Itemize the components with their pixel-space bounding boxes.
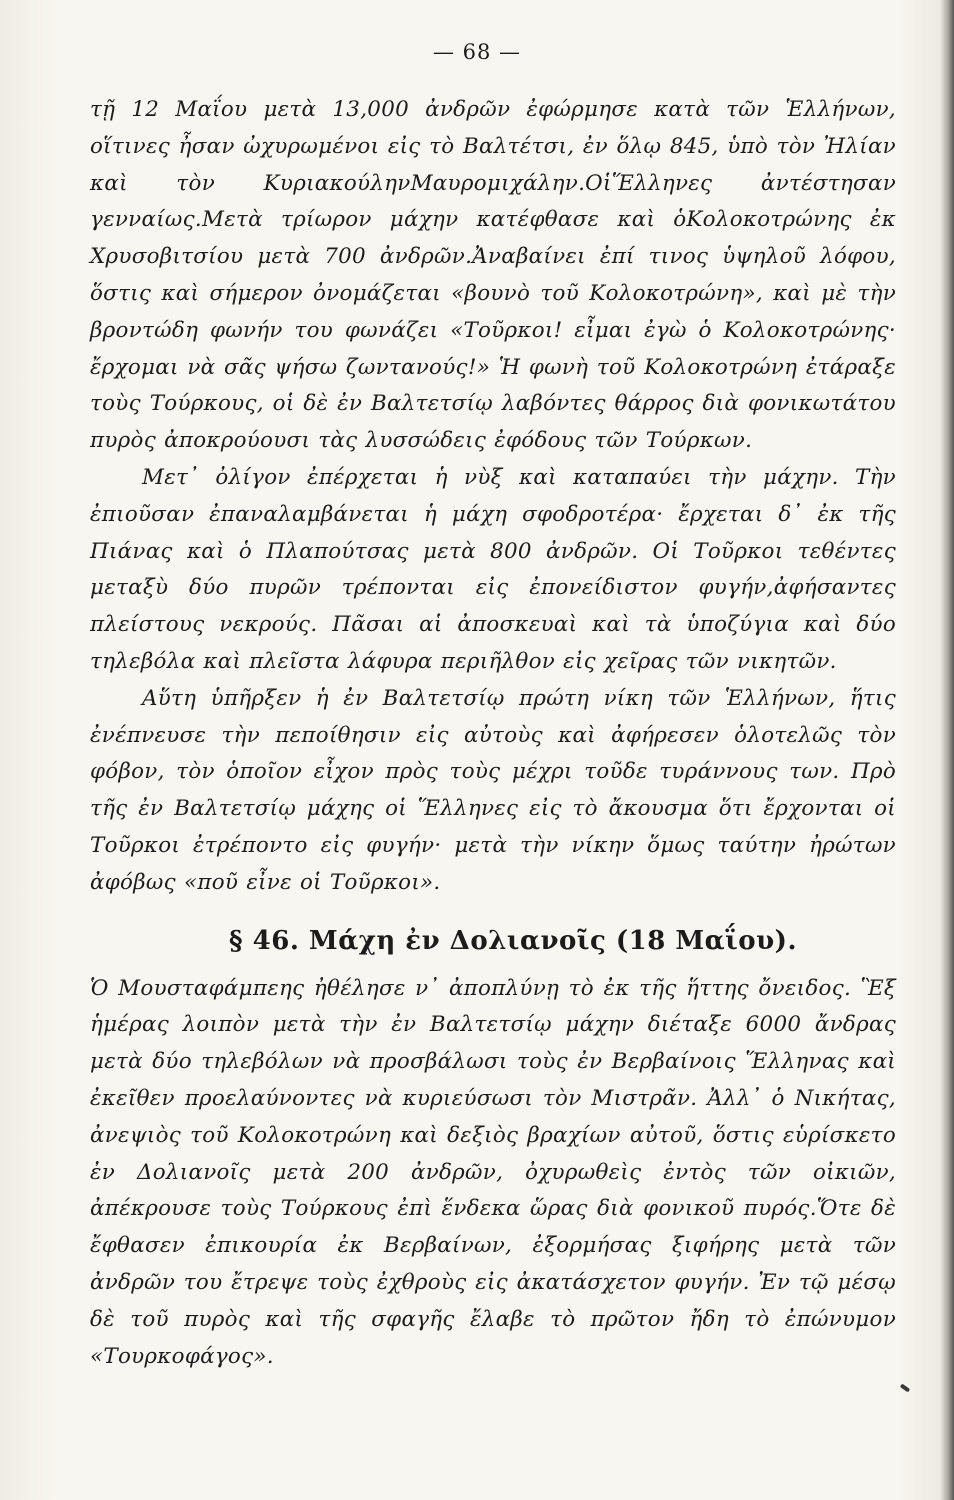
ink-speck xyxy=(900,1383,910,1392)
page-text-block xyxy=(90,92,896,1375)
section-heading: § 46. Μάχη ἐν Δολιανοῖς (18 Μαΐου). xyxy=(229,925,797,956)
paragraph-doliana-battle: Ὁ Μουσταφάμπεης ἠθέλησε ν᾿ ἀποπλύνῃ τὸ ἐκ τῆς ἥττης ὄνειδος. Ἓξ ἡμέρας λοιπὸν μετὰ τὴν ἐν Βαλτετσίῳ μάχην διέταξε 6000 ἄνδρας μετὰ δύο τηλεβόλων νὰ προσβάλωσι τοὺς ἐν Βερβαίνοις Ἕλληνας καὶ ἐκεῖθεν προελαύνοντες νὰ κυριεύσωσι τὸν Μιστρᾶν. Ἀλλ᾿ ὁ Νικήτας, ἀνεψιὸς τοῦ Κολοκοτρώνη καὶ δεξιὸς βραχίων αὐτοῦ, ὅστις εὑρίσκετο ἐν Δολιανοῖς μετὰ 200 ἀνδρῶν, ὀχυρωθεὶς ἐντὸς τῶν οἰκιῶν, ἀπέκρουσε τοὺς Τούρκους ἐπὶ ἕνδεκα ὥρας διὰ φονικοῦ πυρός.Ὅτε δὲ ἔφθασεν ἐπικουρία ἐκ Βερβαίνων, ἐξορμήσας ξιφήρης μετὰ τῶν ἀνδρῶν του ἔτρεψε τοὺς ἐχθροὺς εἰς ἀκατάσχετον φυγήν. Ἐν τῷ μέσῳ δὲ τοῦ πυρὸς καὶ τῆς σφαγῆς ἔλαβε τὸ πρῶτον ἤδη τὸ ἐπώνυμον «Τουρκοφάγος». xyxy=(90,975,896,1369)
page-binding-shadow xyxy=(940,0,954,1500)
paragraph-valtetsi-battle: τῇ 12 Μαΐου μετὰ 13,000 ἀνδρῶν ἐφώρμησε κατὰ τῶν Ἑλλήνων, οἵτινες ἦσαν ὠχυρωμένοι εἰς τὸ Βαλτέτσι, ἐν ὅλῳ 845, ὑπὸ τὸν Ἠλίαν καὶ τὸν ΚυριακούληνΜαυρομιχάλην.ΟἱἝλληνες ἀντέστησαν γενναίως.Μετὰ τρίωρον μάχην κατέφθασε καὶ ὁΚολοκοτρώνης ἐκ Χρυσοβιτσίου μετὰ 700 ἀνδρῶν.Ἀναβαίνει ἐπί τινος ὑψηλοῦ λόφου, ὅστις καὶ σήμερον ὀνομάζεται «βουνὸ τοῦ Κολοκοτρώνη», καὶ μὲ τὴν βροντώδη φωνήν του φωνάζει «Τοῦρκοι! εἶμαι ἐγὼ ὁ Κολοκοτρώνης· ἔρχομαι νὰ σᾶς ψήσω ζωντανούς!» Ἡ φωνὴ τοῦ Κολοκοτρώνη ἐτάραξε τοὺς Τούρκους, οἱ δὲ ἐν Βαλτετσίῳ λαβόντες θάρρος διὰ φονικωτάτου πυρὸς ἀποκρούουσι τὰς λυσσώδεις ἐφόδους τῶν Τούρκων. xyxy=(90,97,896,454)
paragraph-battle-resumes: Μετ᾿ ὀλίγον ἐπέρχεται ἡ νὺξ καὶ καταπαύει τὴν μάχην. Τὴν ἐπιοῦσαν ἐπαναλαμβάνεται ἡ μάχη σφοδροτέρα· ἔρχεται δ᾿ ἐκ τῆς Πιάνας καὶ ὁ Πλαπούτσας μετὰ 800 ἀνδρῶν. Οἱ Τοῦρκοι τεθέντες μεταξὺ δύο πυρῶν τρέπονται εἰς ἐπονείδιστον φυγήν,ἀφήσαντες πλείστους νεκρούς. Πᾶσαι αἱ ἀποσκευαὶ καὶ τὰ ὑποζύγια καὶ δύο τηλεβόλα καὶ πλεῖστα λάφυρα περιῆλθον εἰς χεῖρας τῶν νικητῶν. xyxy=(90,464,896,674)
page-number: — 68 — xyxy=(432,40,522,64)
paragraph-first-victory: Αὕτη ὑπῆρξεν ἡ ἐν Βαλτετσίῳ πρώτη νίκη τῶν Ἑλλήνων, ἥτις ἐνέπνευσε τὴν πεποίθησιν εἰς αὐτοὺς καὶ ἀφήρεσεν ὁλοτελῶς τὸν φόβον, τὸν ὁποῖον εἶχον πρὸς τοὺς μέχρι τοῦδε τυράννους των. Πρὸ τῆς ἐν Βαλτετσίῳ μάχης οἱ Ἕλληνες εἰς τὸ ἄκουσμα ὅτι ἔρχονται οἱ Τοῦρκοι ἐτρέποντο εἰς φυγήν· μετὰ τὴν νίκην ὅμως ταύτην ἠρώτων ἀφόβως «ποῦ εἶνε οἱ Τοῦρκοι». xyxy=(90,685,896,895)
